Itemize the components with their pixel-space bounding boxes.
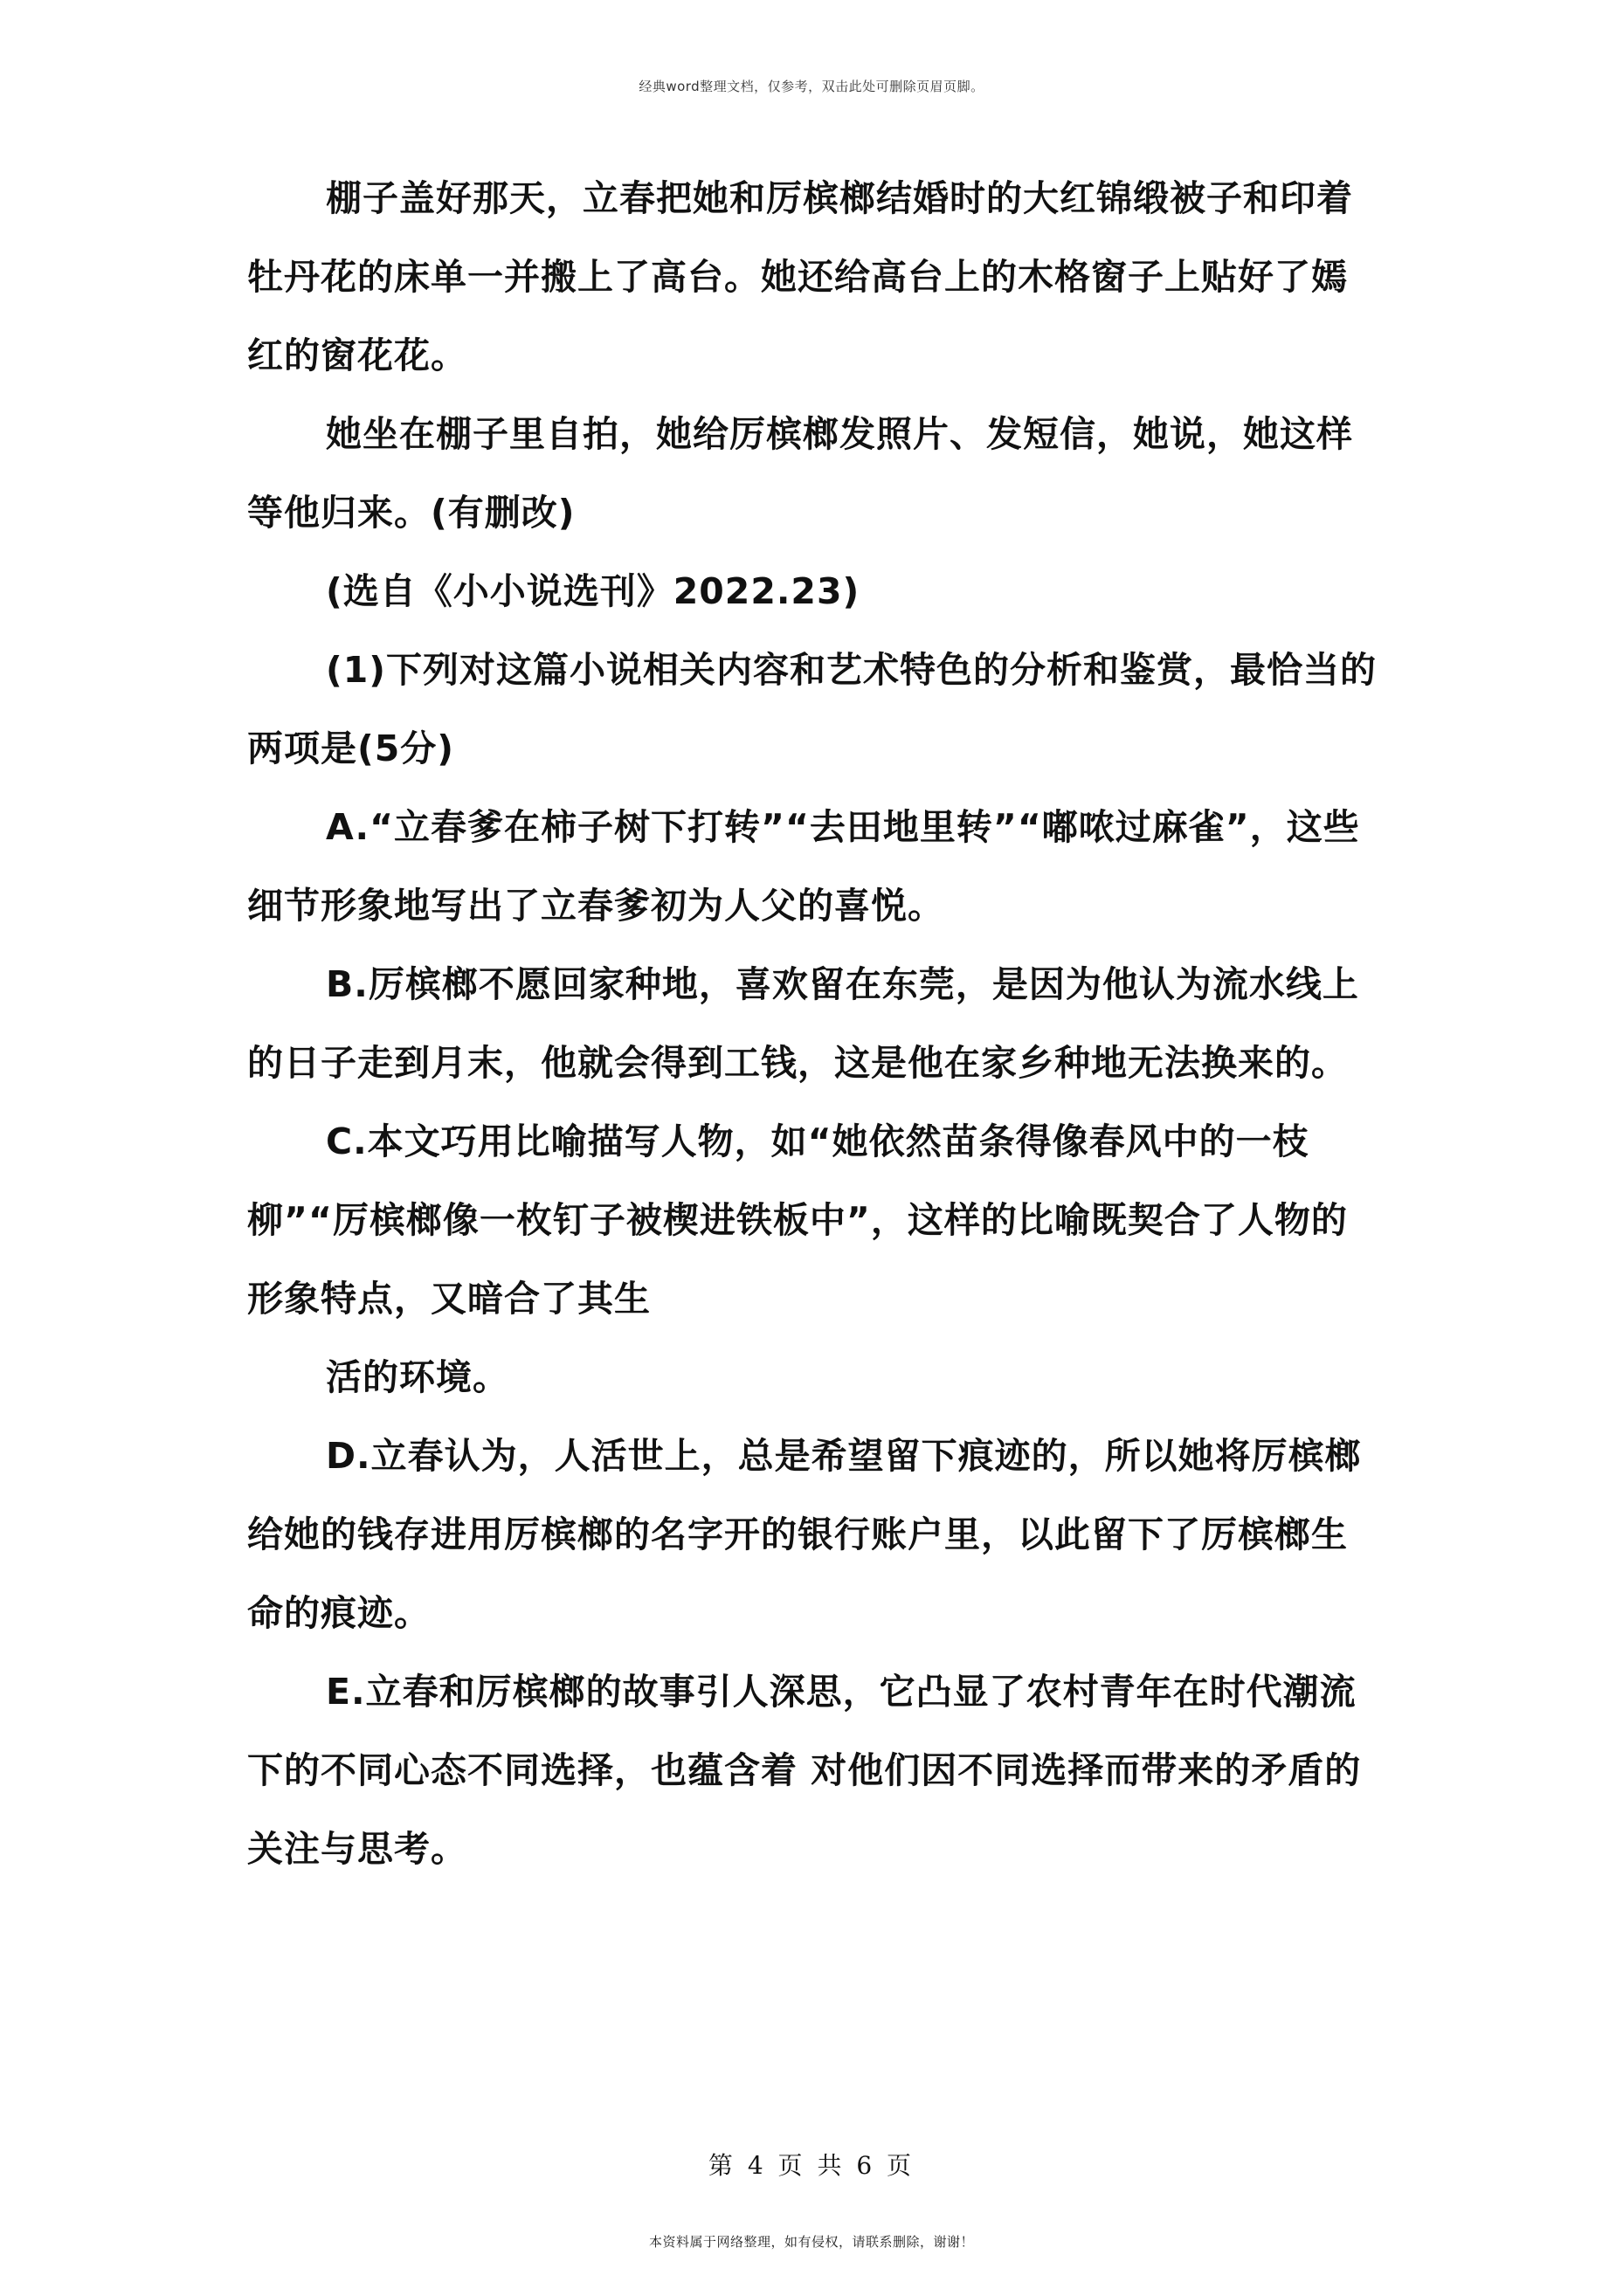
option-a: A.“立春爹在柿子树下打转”“去田地里转”“嘟哝过麻雀”，这些细节形象地写出了立春爹初为人父的喜悦。 [247,806,1360,927]
document-body [247,159,1383,1888]
paragraph-shed-bedding: 棚子盖好那天，立春把她和厉槟榔结婚时的大红锦缎被子和印着牡丹花的床单一并搬上了高台。她还给高台上的木格窗子上贴好了嫣红的窗花花。 [247,177,1353,376]
option-b: B.厉槟榔不愿回家种地，喜欢留在东莞，是因为他认为流水线上的日子走到月末，他就会得到工钱，这是他在家乡种地无法换来的。 [247,963,1359,1084]
option-c-continuation: 活的环境。 [326,1356,509,1398]
page-number: 第 4 页 共 6 页 [708,2151,915,2180]
option-d: D.立春认为，人活世上，总是希望留下痕迹的，所以她将厉槟榔给她的钱存进用厉槟榔的名字开的银行账户里，以此留下了厉槟榔生命的痕迹。 [247,1435,1362,1634]
header-note: 经典word整理文档，仅参考，双击此处可删除页眉页脚。 [639,79,984,94]
source-citation: (选自《小小说选刊》2022.23) [326,570,860,612]
option-c: C.本文巧用比喻描写人物，如“她依然苗条得像春风中的一枝柳”“厉槟榔像一枚钉子被楔进铁板中”，这样的比喻既契合了人物的形象特点，又暗合了其生 [247,1120,1348,1320]
option-e: E.立春和厉槟榔的故事引人深思，它凸显了农村青年在时代潮流下的不同心态不同选择，也蕴含着 对他们因不同选择而带来的矛盾的关注与思考。 [247,1671,1362,1870]
footer-note: 本资料属于网络整理，如有侵权，请联系删除，谢谢！ [648,2234,974,2250]
question-1-prompt: (1)下列对这篇小说相关内容和艺术特色的分析和鉴赏，最恰当的两项是(5分) [247,649,1378,769]
paragraph-selfie: 她坐在棚子里自拍，她给厉槟榔发照片、发短信，她说，她这样等他归来。(有删改) [247,413,1353,534]
